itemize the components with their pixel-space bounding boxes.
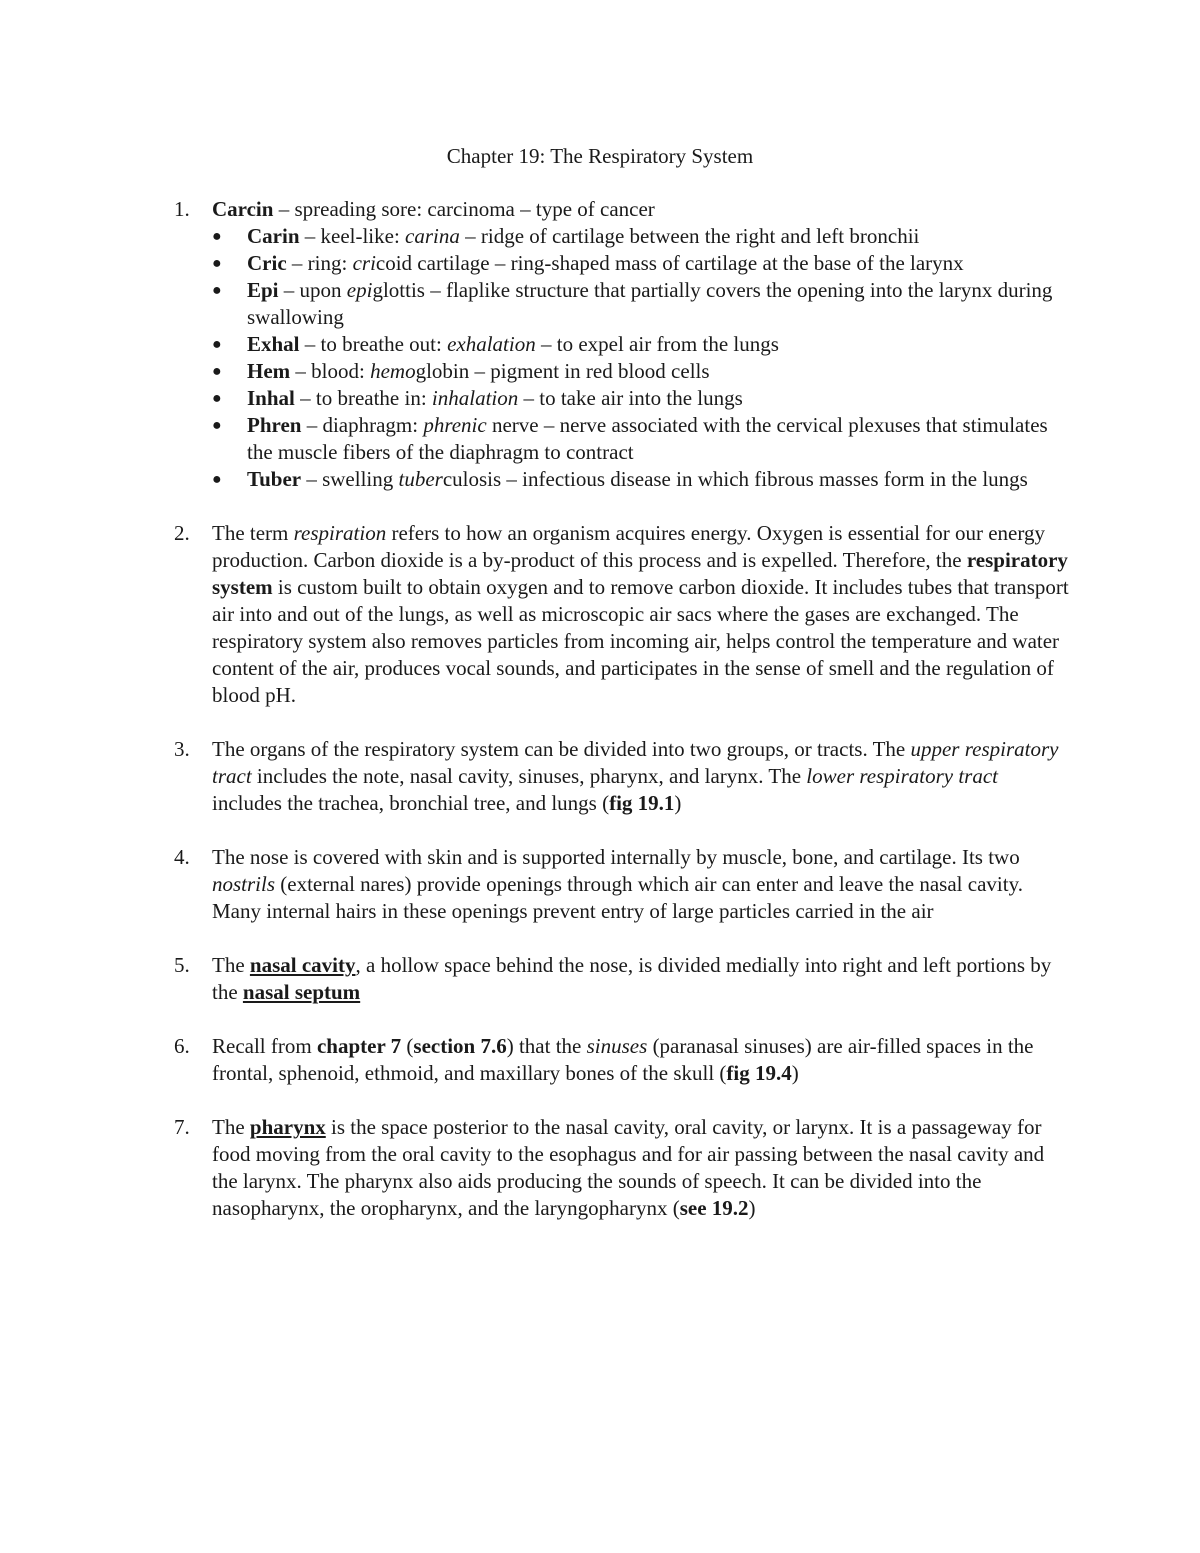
term-item: ● Tuber – swelling tuberculosis – infectious disease in which fibrous masses form in the lungs (212, 467, 1028, 491)
term-item: ● Exhal – to breathe out: exhalation – to expel air from the lungs (212, 332, 779, 356)
list-item-6 (174, 1033, 1072, 1087)
bullet-icon: ● (212, 363, 222, 380)
list-item-1 (174, 196, 1072, 493)
term-item: ● Cric – ring: cricoid cartilage – ring-shaped mass of cartilage at the base of the larynx (212, 251, 964, 275)
term: Inhal (247, 386, 295, 410)
term-item: ● Epi – upon epiglottis – flaplike structure that partially covers the opening into the larynx during swallowing (212, 278, 1053, 329)
item-text: The pharynx is the space posterior to the nasal cavity, oral cavity, or larynx. It is a passageway for food moving from the oral cavity to the esophagus and for air passing between the nasal cavity and the larynx. The pharynx also aids producing the sounds of speech. It can be divided into the nasopharynx, the oropharynx, and the laryngopharynx (see 19.2) (212, 1115, 1045, 1220)
item-text: Recall from chapter 7 (section 7.6) that the sinuses (paranasal sinuses) are air-filled spaces in the frontal, sphenoid, ethmoid, and maxillary bones of the skull (fig 19.4) (212, 1034, 1034, 1085)
item-number: 6. (174, 1034, 190, 1058)
term: Cric (247, 251, 287, 275)
list-item-5 (174, 952, 1072, 1006)
term-item: ● Hem – blood: hemoglobin – pigment in red blood cells (212, 359, 710, 383)
item-text: The nasal cavity, a hollow space behind the nose, is divided medially into right and left portions by the nasal septum (212, 953, 1052, 1004)
term: Epi (247, 278, 279, 302)
item-text: The term respiration refers to how an organism acquires energy. Oxygen is essential for our energy production. Carbon dioxide is a by-product of this process and is expelled. Therefore, the respiratory system is custom built to obtain oxygen and to remove carbon dioxide. It includes tubes that transport air into and out of the lungs, as well as microscopic air sacs where the gases are exchanged. The respiratory system also removes particles from incoming air, helps control the temperature and water content of the air, produces vocal sounds, and participates in the sense of smell and the regulation of blood pH. (212, 521, 1069, 707)
item-number: 5. (174, 953, 190, 977)
item-number: 2. (174, 521, 190, 545)
page-title: Chapter 19: The Respiratory System (446, 144, 754, 168)
item-text: Carcin – spreading sore: carcinoma – type of cancer (212, 197, 655, 221)
list-item-4 (174, 844, 1072, 925)
term: Phren (247, 413, 302, 437)
list-item-2 (174, 520, 1072, 709)
term-item: ● Phren – diaphragm: phrenic nerve – nerve associated with the cervical plexuses that stimulates the muscle fibers of the diaphragm to contract (212, 413, 1048, 464)
bullet-icon: ● (212, 255, 222, 272)
term: Carin (247, 224, 300, 248)
item-number: 1. (174, 197, 190, 221)
item-number: 4. (174, 845, 190, 869)
bullet-icon: ● (212, 390, 222, 407)
item-text: The organs of the respiratory system can be divided into two groups, or tracts. The upper respiratory tract includes the note, nasal cavity, sinuses, pharynx, and larynx. The lower respiratory tract includes the trachea, bronchial tree, and lungs (fig 19.1) (212, 737, 1059, 815)
item-number: 7. (174, 1115, 190, 1139)
term-item: ● Inhal – to breathe in: inhalation – to take air into the lungs (212, 386, 743, 410)
list-item-3 (174, 736, 1072, 817)
item-text: The nose is covered with skin and is supported internally by muscle, bone, and cartilage. Its two nostrils (external nares) provide openings through which air can enter and leave the nasal cavity. Many internal hairs in these openings prevent entry of large particles carried in the air (212, 845, 1023, 923)
item-number: 3. (174, 737, 190, 761)
term-item: ● Carin – keel-like: carina – ridge of cartilage between the right and left bronchii (212, 224, 920, 248)
bullet-icon: ● (212, 228, 222, 245)
bullet-icon: ● (212, 417, 222, 434)
term: Carcin (212, 197, 274, 221)
bullet-icon: ● (212, 336, 222, 353)
term: Hem (247, 359, 291, 383)
term: Exhal (247, 332, 300, 356)
term: Tuber (247, 467, 302, 491)
bullet-icon: ● (212, 471, 222, 488)
list-item-7 (174, 1114, 1072, 1222)
term-list (212, 223, 1072, 493)
bullet-icon: ● (212, 282, 222, 299)
numbered-list (174, 196, 1072, 1249)
